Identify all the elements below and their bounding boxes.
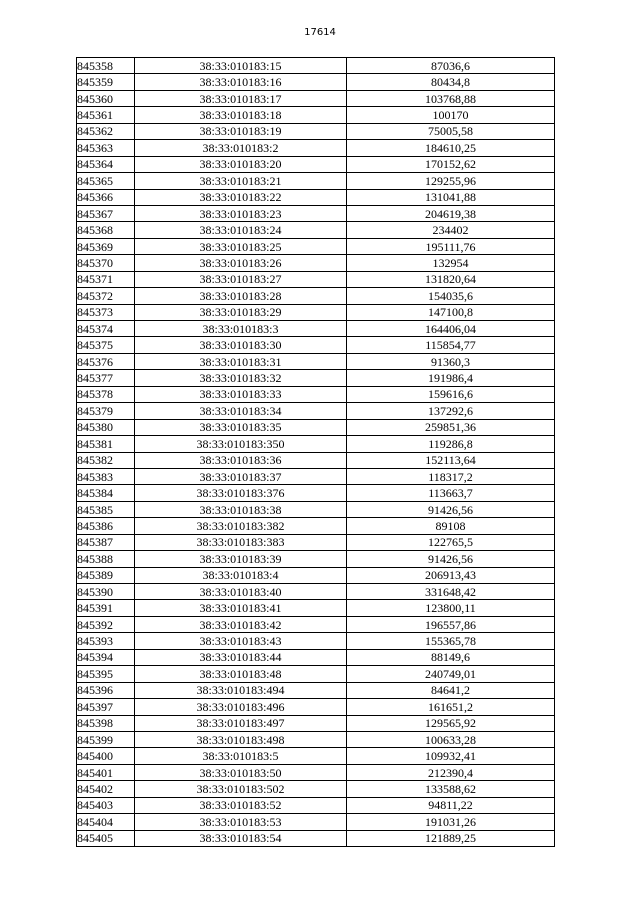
value-cell: 88149,6 bbox=[347, 649, 555, 665]
table-row bbox=[77, 731, 555, 747]
table-row bbox=[77, 205, 555, 221]
value-cell: 122765,5 bbox=[347, 534, 555, 550]
cadastral-number-cell: 38:33:010183:54 bbox=[135, 830, 347, 846]
value-cell: 113663,7 bbox=[347, 485, 555, 501]
value-cell: 87036,6 bbox=[347, 58, 555, 74]
cadastral-number-cell: 38:33:010183:26 bbox=[135, 255, 347, 271]
value-cell: 84641,2 bbox=[347, 682, 555, 698]
cadastral-number-cell: 38:33:010183:5 bbox=[135, 748, 347, 764]
row-number-cell: 845364 bbox=[77, 156, 135, 172]
cadastral-number-cell: 38:33:010183:42 bbox=[135, 616, 347, 632]
cadastral-number-cell: 38:33:010183:35 bbox=[135, 419, 347, 435]
value-cell: 129565,92 bbox=[347, 715, 555, 731]
cadastral-number-cell: 38:33:010183:350 bbox=[135, 436, 347, 452]
table-row bbox=[77, 74, 555, 90]
table-row bbox=[77, 238, 555, 254]
row-number-cell: 845396 bbox=[77, 682, 135, 698]
table-body bbox=[77, 58, 555, 847]
table-row bbox=[77, 189, 555, 205]
row-number-cell: 845394 bbox=[77, 649, 135, 665]
row-number-cell: 845399 bbox=[77, 731, 135, 747]
row-number-cell: 845381 bbox=[77, 436, 135, 452]
cadastral-number-cell: 38:33:010183:31 bbox=[135, 353, 347, 369]
cadastral-number-cell: 38:33:010183:383 bbox=[135, 534, 347, 550]
row-number-cell: 845385 bbox=[77, 501, 135, 517]
table-row bbox=[77, 419, 555, 435]
row-number-cell: 845368 bbox=[77, 222, 135, 238]
table-row bbox=[77, 304, 555, 320]
value-cell: 170152,62 bbox=[347, 156, 555, 172]
row-number-cell: 845370 bbox=[77, 255, 135, 271]
row-number-cell: 845405 bbox=[77, 830, 135, 846]
row-number-cell: 845402 bbox=[77, 781, 135, 797]
table-row bbox=[77, 551, 555, 567]
value-cell: 195111,76 bbox=[347, 238, 555, 254]
table-row bbox=[77, 616, 555, 632]
cadastral-number-cell: 38:33:010183:28 bbox=[135, 288, 347, 304]
row-number-cell: 845378 bbox=[77, 386, 135, 402]
value-cell: 119286,8 bbox=[347, 436, 555, 452]
row-number-cell: 845373 bbox=[77, 304, 135, 320]
cadastral-number-cell: 38:33:010183:18 bbox=[135, 107, 347, 123]
row-number-cell: 845372 bbox=[77, 288, 135, 304]
cadastral-number-cell: 38:33:010183:2 bbox=[135, 140, 347, 156]
value-cell: 164406,04 bbox=[347, 321, 555, 337]
value-cell: 159616,6 bbox=[347, 386, 555, 402]
value-cell: 154035,6 bbox=[347, 288, 555, 304]
row-number-cell: 845398 bbox=[77, 715, 135, 731]
table-row bbox=[77, 123, 555, 139]
value-cell: 115854,77 bbox=[347, 337, 555, 353]
cadastral-number-cell: 38:33:010183:41 bbox=[135, 600, 347, 616]
table-row bbox=[77, 452, 555, 468]
row-number-cell: 845369 bbox=[77, 238, 135, 254]
cadastral-number-cell: 38:33:010183:494 bbox=[135, 682, 347, 698]
page-number: 17614 bbox=[304, 27, 336, 38]
value-cell: 118317,2 bbox=[347, 468, 555, 484]
table-row bbox=[77, 222, 555, 238]
table-row bbox=[77, 386, 555, 402]
value-cell: 131820,64 bbox=[347, 271, 555, 287]
cadastral-number-cell: 38:33:010183:382 bbox=[135, 518, 347, 534]
cadastral-number-cell: 38:33:010183:4 bbox=[135, 567, 347, 583]
value-cell: 109932,41 bbox=[347, 748, 555, 764]
cadastral-number-cell: 38:33:010183:52 bbox=[135, 797, 347, 813]
value-cell: 100170 bbox=[347, 107, 555, 123]
table-row bbox=[77, 567, 555, 583]
table-row bbox=[77, 600, 555, 616]
row-number-cell: 845377 bbox=[77, 370, 135, 386]
cadastral-number-cell: 38:33:010183:30 bbox=[135, 337, 347, 353]
cadastral-number-cell: 38:33:010183:15 bbox=[135, 58, 347, 74]
row-number-cell: 845403 bbox=[77, 797, 135, 813]
value-cell: 94811,22 bbox=[347, 797, 555, 813]
row-number-cell: 845397 bbox=[77, 699, 135, 715]
value-cell: 131041,88 bbox=[347, 189, 555, 205]
row-number-cell: 845374 bbox=[77, 321, 135, 337]
value-cell: 137292,6 bbox=[347, 403, 555, 419]
cadastral-number-cell: 38:33:010183:53 bbox=[135, 814, 347, 830]
row-number-cell: 845380 bbox=[77, 419, 135, 435]
cadastral-number-cell: 38:33:010183:43 bbox=[135, 633, 347, 649]
cadastral-number-cell: 38:33:010183:496 bbox=[135, 699, 347, 715]
row-number-cell: 845393 bbox=[77, 633, 135, 649]
row-number-cell: 845359 bbox=[77, 74, 135, 90]
cadastral-number-cell: 38:33:010183:22 bbox=[135, 189, 347, 205]
row-number-cell: 845395 bbox=[77, 666, 135, 682]
row-number-cell: 845383 bbox=[77, 468, 135, 484]
value-cell: 121889,25 bbox=[347, 830, 555, 846]
table-row bbox=[77, 107, 555, 123]
row-number-cell: 845360 bbox=[77, 90, 135, 106]
value-cell: 132954 bbox=[347, 255, 555, 271]
row-number-cell: 845401 bbox=[77, 764, 135, 780]
table-row bbox=[77, 321, 555, 337]
cadastral-number-cell: 38:33:010183:32 bbox=[135, 370, 347, 386]
value-cell: 206913,43 bbox=[347, 567, 555, 583]
row-number-cell: 845384 bbox=[77, 485, 135, 501]
value-cell: 212390,4 bbox=[347, 764, 555, 780]
cadastral-number-cell: 38:33:010183:34 bbox=[135, 403, 347, 419]
table-row bbox=[77, 353, 555, 369]
row-number-cell: 845366 bbox=[77, 189, 135, 205]
row-number-cell: 845371 bbox=[77, 271, 135, 287]
value-cell: 75005,58 bbox=[347, 123, 555, 139]
cadastral-number-cell: 38:33:010183:502 bbox=[135, 781, 347, 797]
value-cell: 147100,8 bbox=[347, 304, 555, 320]
value-cell: 259851,36 bbox=[347, 419, 555, 435]
value-cell: 103768,88 bbox=[347, 90, 555, 106]
cadastral-number-cell: 38:33:010183:39 bbox=[135, 551, 347, 567]
value-cell: 100633,28 bbox=[347, 731, 555, 747]
value-cell: 91360,3 bbox=[347, 353, 555, 369]
cadastral-number-cell: 38:33:010183:27 bbox=[135, 271, 347, 287]
value-cell: 191986,4 bbox=[347, 370, 555, 386]
cadastral-number-cell: 38:33:010183:38 bbox=[135, 501, 347, 517]
value-cell: 129255,96 bbox=[347, 173, 555, 189]
cadastral-number-cell: 38:33:010183:376 bbox=[135, 485, 347, 501]
table-row bbox=[77, 518, 555, 534]
table-row bbox=[77, 288, 555, 304]
cadastral-number-cell: 38:33:010183:498 bbox=[135, 731, 347, 747]
value-cell: 161651,2 bbox=[347, 699, 555, 715]
table-row bbox=[77, 830, 555, 846]
cadastral-number-cell: 38:33:010183:40 bbox=[135, 584, 347, 600]
row-number-cell: 845404 bbox=[77, 814, 135, 830]
table-row bbox=[77, 699, 555, 715]
row-number-cell: 845363 bbox=[77, 140, 135, 156]
cadastral-number-cell: 38:33:010183:20 bbox=[135, 156, 347, 172]
table-row bbox=[77, 58, 555, 74]
value-cell: 184610,25 bbox=[347, 140, 555, 156]
row-number-cell: 845362 bbox=[77, 123, 135, 139]
row-number-cell: 845358 bbox=[77, 58, 135, 74]
row-number-cell: 845388 bbox=[77, 551, 135, 567]
table-row bbox=[77, 485, 555, 501]
table-row bbox=[77, 682, 555, 698]
value-cell: 91426,56 bbox=[347, 501, 555, 517]
table-row bbox=[77, 255, 555, 271]
cadastral-number-cell: 38:33:010183:25 bbox=[135, 238, 347, 254]
row-number-cell: 845375 bbox=[77, 337, 135, 353]
row-number-cell: 845382 bbox=[77, 452, 135, 468]
table-row bbox=[77, 156, 555, 172]
table-row bbox=[77, 436, 555, 452]
row-number-cell: 845365 bbox=[77, 173, 135, 189]
table-row bbox=[77, 666, 555, 682]
table-row bbox=[77, 140, 555, 156]
table-row bbox=[77, 633, 555, 649]
value-cell: 331648,42 bbox=[347, 584, 555, 600]
cadastral-number-cell: 38:33:010183:37 bbox=[135, 468, 347, 484]
cadastral-number-cell: 38:33:010183:33 bbox=[135, 386, 347, 402]
cadastral-number-cell: 38:33:010183:48 bbox=[135, 666, 347, 682]
row-number-cell: 845400 bbox=[77, 748, 135, 764]
value-cell: 80434,8 bbox=[347, 74, 555, 90]
value-cell: 89108 bbox=[347, 518, 555, 534]
table-row bbox=[77, 764, 555, 780]
row-number-cell: 845376 bbox=[77, 353, 135, 369]
table-row bbox=[77, 468, 555, 484]
table-row bbox=[77, 797, 555, 813]
value-cell: 191031,26 bbox=[347, 814, 555, 830]
value-cell: 234402 bbox=[347, 222, 555, 238]
cadastral-number-cell: 38:33:010183:3 bbox=[135, 321, 347, 337]
value-cell: 240749,01 bbox=[347, 666, 555, 682]
row-number-cell: 845379 bbox=[77, 403, 135, 419]
value-cell: 123800,11 bbox=[347, 600, 555, 616]
cadastral-number-cell: 38:33:010183:16 bbox=[135, 74, 347, 90]
table-row bbox=[77, 403, 555, 419]
value-cell: 91426,56 bbox=[347, 551, 555, 567]
value-cell: 204619,38 bbox=[347, 205, 555, 221]
row-number-cell: 845392 bbox=[77, 616, 135, 632]
cadastral-number-cell: 38:33:010183:50 bbox=[135, 764, 347, 780]
cadastral-table bbox=[76, 57, 555, 847]
cadastral-number-cell: 38:33:010183:36 bbox=[135, 452, 347, 468]
cadastral-number-cell: 38:33:010183:23 bbox=[135, 205, 347, 221]
cadastral-number-cell: 38:33:010183:29 bbox=[135, 304, 347, 320]
row-number-cell: 845390 bbox=[77, 584, 135, 600]
cadastral-number-cell: 38:33:010183:497 bbox=[135, 715, 347, 731]
value-cell: 133588,62 bbox=[347, 781, 555, 797]
cadastral-number-cell: 38:33:010183:24 bbox=[135, 222, 347, 238]
table-row bbox=[77, 649, 555, 665]
row-number-cell: 845389 bbox=[77, 567, 135, 583]
row-number-cell: 845391 bbox=[77, 600, 135, 616]
row-number-cell: 845367 bbox=[77, 205, 135, 221]
table-row bbox=[77, 370, 555, 386]
value-cell: 196557,86 bbox=[347, 616, 555, 632]
value-cell: 152113,64 bbox=[347, 452, 555, 468]
table-row bbox=[77, 173, 555, 189]
table-row bbox=[77, 337, 555, 353]
cadastral-number-cell: 38:33:010183:17 bbox=[135, 90, 347, 106]
table-row bbox=[77, 781, 555, 797]
table-row bbox=[77, 748, 555, 764]
table-row bbox=[77, 90, 555, 106]
row-number-cell: 845361 bbox=[77, 107, 135, 123]
value-cell: 155365,78 bbox=[347, 633, 555, 649]
cadastral-number-cell: 38:33:010183:44 bbox=[135, 649, 347, 665]
table-row bbox=[77, 814, 555, 830]
row-number-cell: 845386 bbox=[77, 518, 135, 534]
cadastral-number-cell: 38:33:010183:21 bbox=[135, 173, 347, 189]
cadastral-number-cell: 38:33:010183:19 bbox=[135, 123, 347, 139]
table-row bbox=[77, 534, 555, 550]
table-row bbox=[77, 584, 555, 600]
table-row bbox=[77, 501, 555, 517]
table-row bbox=[77, 271, 555, 287]
row-number-cell: 845387 bbox=[77, 534, 135, 550]
table-row bbox=[77, 715, 555, 731]
